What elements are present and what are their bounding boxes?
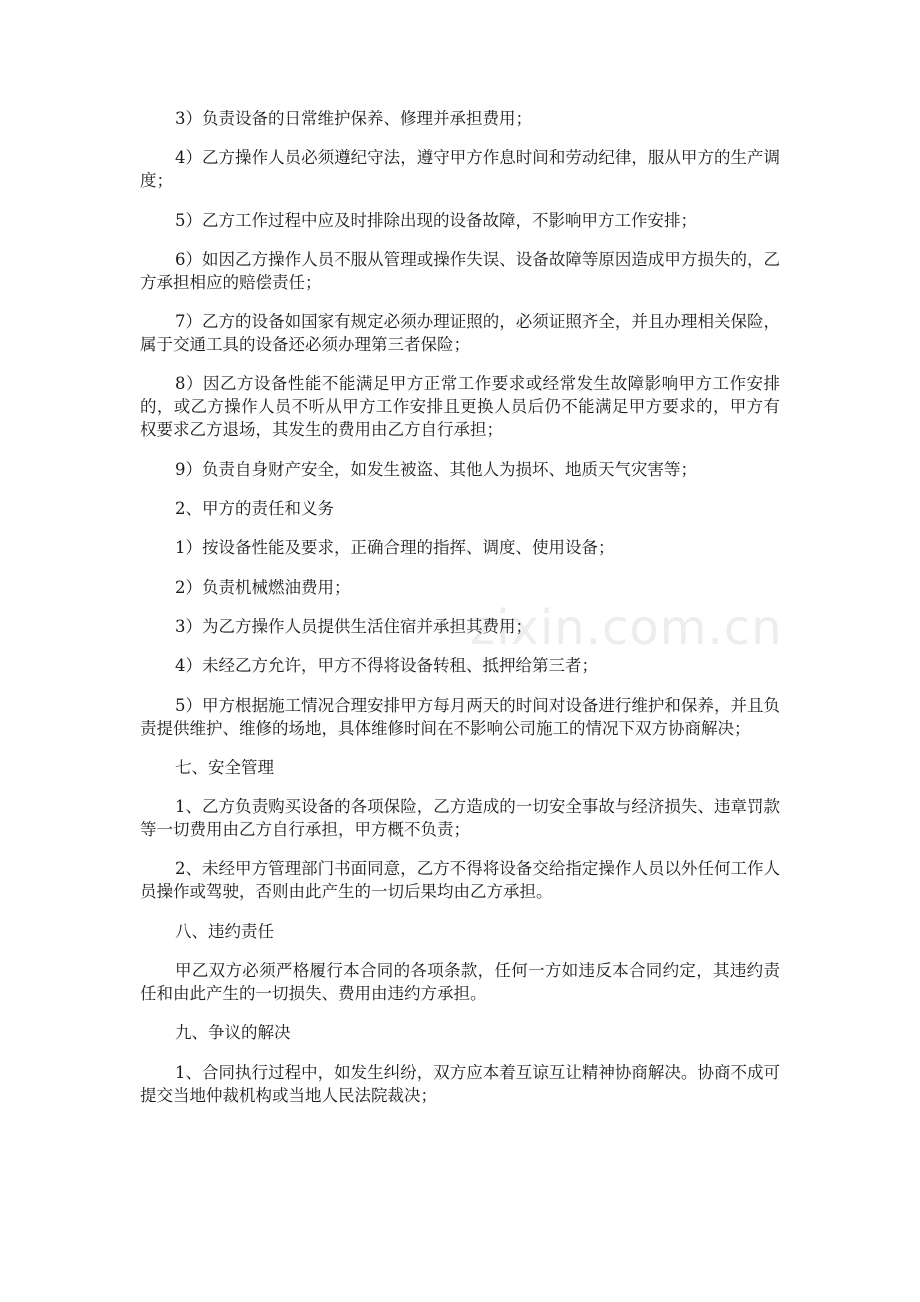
- paragraph-10: 2）负责机械燃油费用；: [175, 577, 351, 597]
- paragraph-15: 1、乙方负责购买设备的各项保险，乙方造成的一切安全事故与经济损失、违章罚款等一切费用由乙方自行承担，甲方概不负责；: [140, 797, 780, 840]
- paragraph-13: 5）甲方根据施工情况合理安排甲方每月两天的时间对设备进行维护和保养，并且负责提供维护、维修的场地，具体维修时间在不影响公司施工的情况下双方协商解决；: [140, 695, 780, 738]
- paragraph-6: 8）因乙方设备性能不能满足甲方正常工作要求或经常发生故障影响甲方工作安排的，或乙方操作人员不听从甲方工作安排且更换人员后仍不能满足甲方要求的，甲方有权要求乙方退场，其发生的费用由乙方自行承担；: [140, 374, 780, 440]
- paragraph-16: 2、未经甲方管理部门书面同意，乙方不得将设备交给指定操作人员以外任何工作人员操作或驾驶，否则由此产生的一切后果均由乙方承担。: [140, 859, 780, 902]
- paragraph-12: 4）未经乙方允许，甲方不得将设备转租、抵押给第三者；: [175, 656, 598, 676]
- section-heading-party-a-duties: 2、甲方的责任和义务: [175, 499, 334, 519]
- section-heading-safety: 七、安全管理: [175, 757, 274, 777]
- paragraph-5: 7）乙方的设备如国家有规定必须办理证照的，必须证照齐全，并且办理相关保险，属于交通工具的设备还必须办理第三者保险；: [140, 312, 780, 355]
- paragraph-7: 9）负责自身财产安全，如发生被盗、其他人为损坏、地质天气灾害等；: [175, 459, 697, 479]
- document-body: [140, 107, 780, 1123]
- paragraph-20: 1、合同执行过程中，如发生纠纷，双方应本着互谅互让精神协商解决。协商不成可提交当地仲裁机构或当地人民法院裁决；: [140, 1062, 780, 1105]
- paragraph-1: 3）负责设备的日常维护保养、修理并承担费用；: [175, 109, 532, 128]
- paragraph-4: 6）如因乙方操作人员不服从管理或操作失误、设备故障等原因造成甲方损失的，乙方承担相应的赔偿责任；: [140, 249, 780, 292]
- paragraph-2: 4）乙方操作人员必须遵纪守法，遵守甲方作息时间和劳动纪律，服从甲方的生产调度；: [140, 148, 780, 191]
- section-heading-dispute: 九、争议的解决: [175, 1023, 291, 1043]
- paragraph-18: 甲乙双方必须严格履行本合同的各项条款，任何一方如违反本合同约定，其违约责任和由此产生的一切损失、费用由违约方承担。: [140, 961, 780, 1004]
- paragraph-11: 3）为乙方操作人员提供生活住宿并承担其费用；: [175, 616, 532, 636]
- paragraph-3: 5）乙方工作过程中应及时排除出现的设备故障，不影响甲方工作安排；: [175, 210, 697, 230]
- watermark-text: zixin.com.cn: [470, 600, 783, 656]
- section-heading-breach: 八、违约责任: [175, 921, 274, 941]
- paragraph-9: 1）按设备性能及要求，正确合理的指挥、调度、使用设备；: [175, 538, 615, 558]
